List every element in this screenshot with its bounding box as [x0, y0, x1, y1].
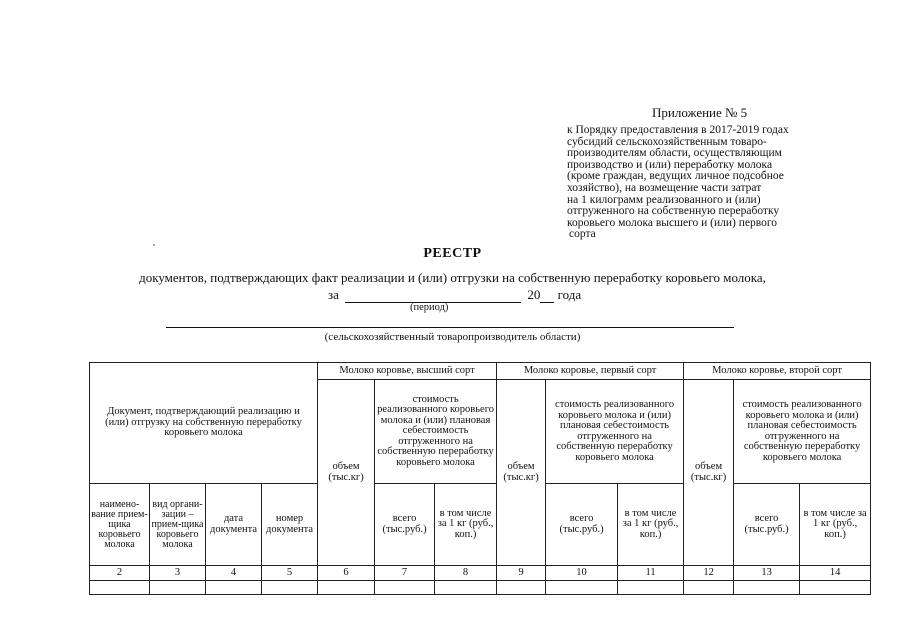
column-number: 4	[206, 566, 262, 581]
empty-cell[interactable]	[318, 581, 375, 595]
period-line	[328, 287, 581, 303]
appendix-line: производство и (или) переработку молока	[567, 158, 773, 171]
cost-header: стоимость реализованного коровьего молока и (или) плановая себестоимость отгруженного на собственную переработку коровьего молока	[546, 380, 684, 484]
appendix-line: коровьего молока высшего и (или) первого	[567, 216, 778, 229]
doc-group-header: Документ, подтверждающий реализацию и (или) отгрузку на собственную переработку коровьего молока	[90, 363, 318, 484]
empty-cell[interactable]	[90, 581, 150, 595]
volume-header: объем (тыс.кг)	[318, 380, 375, 566]
column-numbers-row	[90, 566, 871, 581]
empty-cell[interactable]	[684, 581, 734, 595]
column-number: 8	[435, 566, 497, 581]
producer-blank[interactable]	[166, 327, 734, 328]
appendix-line: отгруженного на собственную переработку	[567, 205, 780, 218]
col-doc-date: дата документа	[206, 484, 262, 566]
empty-cell[interactable]	[206, 581, 262, 595]
col-recipient-type: вид органи-зации – прием-щика коровьего молока	[150, 484, 206, 566]
appendix-text	[567, 125, 857, 241]
appendix-line: хозяйство), на возмещение части затрат	[567, 181, 762, 194]
col-total-rub: всего (тыс.руб.)	[734, 484, 800, 566]
volume-header: объем (тыс.кг)	[684, 380, 734, 566]
column-number: 11	[618, 566, 684, 581]
period-caption: (период)	[410, 302, 449, 313]
empty-cell[interactable]	[375, 581, 435, 595]
col-per-kg: в том числе за 1 кг (руб., коп.)	[435, 484, 497, 566]
period-blank[interactable]	[345, 289, 521, 303]
column-number: 10	[546, 566, 618, 581]
empty-cell[interactable]	[800, 581, 871, 595]
appendix-line: субсидий сельскохозяйственным товаро-	[567, 135, 767, 148]
register-table	[89, 362, 871, 595]
col-total-rub: всего (тыс.руб.)	[375, 484, 435, 566]
appendix-line: сорта	[569, 228, 596, 241]
column-number: 12	[684, 566, 734, 581]
col-total-rub: всего (тыс.руб.)	[546, 484, 618, 566]
period-prefix: за	[328, 287, 339, 302]
register-subtitle: документов, подтверждающих факт реализации и (или) отгрузки на собственную переработку коровьего молока,	[139, 270, 766, 285]
register-title: РЕЕСТР	[423, 246, 482, 261]
appendix-line: на 1 килограмм реализованного и (или)	[567, 193, 761, 206]
grade-second-header: Молоко коровье, второй сорт	[684, 363, 871, 380]
empty-cell[interactable]	[262, 581, 318, 595]
period-suffix: года	[557, 287, 582, 302]
empty-cell[interactable]	[435, 581, 497, 595]
column-number: 7	[375, 566, 435, 581]
grade-first-header: Молоко коровье, первый сорт	[497, 363, 684, 380]
column-number: 9	[497, 566, 546, 581]
producer-caption: (сельскохозяйственный товаропроизводитель области)	[324, 331, 581, 343]
empty-cell[interactable]	[734, 581, 800, 595]
period-year-prefix: 20	[527, 287, 541, 302]
col-per-kg: в том числе за 1 кг (руб., коп.)	[618, 484, 684, 566]
col-per-kg: в том числе за 1 кг (руб., коп.)	[800, 484, 871, 566]
appendix-line: к Порядку предоставления в 2017-2019 годах	[567, 124, 789, 136]
column-number: 14	[800, 566, 871, 581]
cost-header: стоимость реализованного коровьего молока и (или) плановая себестоимость отгруженного на собственную переработку коровьего молока	[375, 380, 497, 484]
column-number: 6	[318, 566, 375, 581]
column-number: 13	[734, 566, 800, 581]
table-row	[90, 581, 871, 595]
volume-header: объем (тыс.кг)	[497, 380, 546, 566]
col-doc-number: номер документа	[262, 484, 318, 566]
empty-cell[interactable]	[546, 581, 618, 595]
column-number: 2	[90, 566, 150, 581]
appendix-title: Приложение № 5	[652, 105, 748, 120]
year-blank[interactable]	[540, 289, 554, 303]
empty-cell[interactable]	[497, 581, 546, 595]
appendix-line: (кроме граждан, ведущих личное подсобное	[567, 170, 784, 183]
grade-top-header: Молоко коровье, высший сорт	[318, 363, 497, 380]
column-number: 3	[150, 566, 206, 581]
empty-cell[interactable]	[150, 581, 206, 595]
col-recipient-name: наимено-вание прием-щика коровьего молока	[90, 484, 150, 566]
column-number: 5	[262, 566, 318, 581]
appendix-line: производителям области, осуществляющим	[567, 147, 782, 160]
cost-header: стоимость реализованного коровьего молока и (или) плановая себестоимость отгруженного на собственную переработку коровьего молока	[734, 380, 871, 484]
empty-cell[interactable]	[618, 581, 684, 595]
